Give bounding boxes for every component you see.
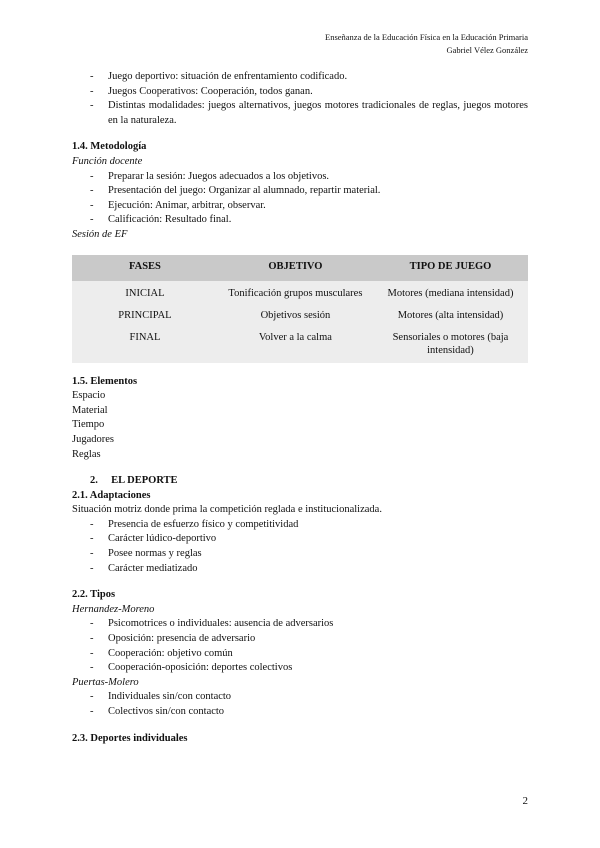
table-header: TIPO DE JUEGO: [373, 255, 528, 281]
page-body: [72, 70, 528, 746]
list-item: - Presentación del juego: Organizar al alumnado, repartir material.: [72, 184, 528, 199]
metodologia-list: [72, 170, 528, 228]
list-item: - Presencia de esfuerzo físico y competitividad: [72, 518, 528, 533]
table-header: OBJETIVO: [218, 255, 373, 281]
list-item: - Cooperación: objetivo común: [72, 647, 528, 662]
tipos-list-2: [72, 690, 528, 719]
elementos-item: Reglas: [72, 448, 101, 460]
header-course-title: Enseñanza de la Educación Física en la Educación Primaria: [325, 32, 528, 42]
adaptaciones-list: [72, 518, 528, 576]
list-item: - Carácter mediatizado: [72, 562, 528, 577]
section-heading-deportes-individuales: 2.3. Deportes individuales: [72, 732, 188, 744]
list-item: - Calificación: Resultado final.: [72, 213, 528, 228]
list-item: - Posee normas y reglas: [72, 547, 528, 562]
list-item: - Oposición: presencia de adversario: [72, 632, 528, 647]
list-item: - Ejecución: Animar, arbitrar, observar.: [72, 199, 528, 214]
subheading-puertas-molero: Puertas-Molero: [72, 676, 139, 688]
elementos-item: Material: [72, 404, 108, 416]
list-item: - Carácter lúdico-deportivo: [72, 532, 528, 547]
header-author: Gabriel Vélez González: [446, 45, 528, 55]
session-table: [72, 255, 528, 363]
page-number: 2: [522, 795, 528, 807]
list-item: - Distintas modalidades: juegos alternativos, juegos motores tradicionales de reglas, juegos motores en la naturaleza.: [72, 99, 528, 128]
table-cell: FINAL: [72, 327, 218, 363]
list-item: - Juego deportivo: situación de enfrentamiento codificado.: [72, 70, 528, 85]
chapter-number: 2.: [90, 475, 98, 487]
intro-list: [72, 70, 528, 128]
elementos-item: Espacio: [72, 390, 106, 402]
table-cell: Motores (mediana intensidad): [373, 281, 528, 304]
table-cell: Volver a la calma: [218, 327, 373, 363]
table-row: [72, 281, 528, 304]
list-item: - Juegos Cooperativos: Cooperación, todos ganan.: [72, 85, 528, 100]
table-cell: INICIAL: [72, 281, 218, 304]
subheading-funcion-docente: Función docente: [72, 155, 143, 167]
table-header: FASES: [72, 255, 218, 281]
page-header: [325, 31, 528, 57]
chapter-title: EL DEPORTE: [111, 475, 178, 487]
table-row: [72, 327, 528, 363]
table-header-row: [72, 255, 528, 281]
chapter-heading-deporte: [72, 474, 528, 489]
section-heading-tipos: 2.2. Tipos: [72, 589, 116, 601]
list-item: - Colectivos sin/con contacto: [72, 705, 528, 720]
table-row: [72, 304, 528, 327]
elementos-item: Tiempo: [72, 419, 105, 431]
list-item: - Psicomotrices o individuales: ausencia de adversarios: [72, 617, 528, 632]
table-cell: Tonificación grupos musculares: [218, 281, 373, 304]
section-heading-metodologia: 1.4. Metodología: [72, 141, 147, 153]
section-heading-adaptaciones: 2.1. Adaptaciones: [72, 489, 151, 501]
adaptaciones-text: Situación motriz donde prima la competición reglada e institucionalizada.: [72, 504, 382, 516]
table-cell: Sensoriales o motores (baja intensidad): [373, 327, 528, 363]
tipos-list-1: [72, 617, 528, 675]
elementos-item: Jugadores: [72, 433, 114, 445]
list-item: - Cooperación-oposición: deportes colectivos: [72, 661, 528, 676]
table-cell: PRINCIPAL: [72, 304, 218, 327]
list-item: - Individuales sin/con contacto: [72, 690, 528, 705]
subheading-sesion-ef: Sesión de EF: [72, 228, 128, 240]
subheading-hernandez-moreno: Hernandez-Moreno: [72, 603, 155, 615]
list-item: - Preparar la sesión: Juegos adecuados a los objetivos.: [72, 170, 528, 185]
table-cell: Objetivos sesión: [218, 304, 373, 327]
table-cell: Motores (alta intensidad): [373, 304, 528, 327]
section-heading-elementos: 1.5. Elementos: [72, 375, 138, 387]
